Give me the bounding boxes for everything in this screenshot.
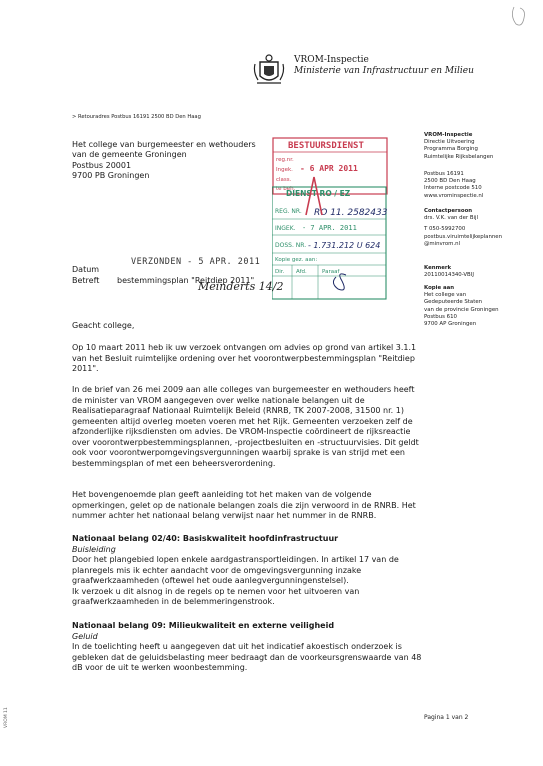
section-text: Door het plangebied lopen enkele aardgastransportleidingen. In artikel 17 van de planregels mis ik echter aandacht voor de omgevingsvergunning inzake graafwerkzaamheden (oftewel het oude aanlegvergunningenstelsel). xyxy=(72,555,399,585)
stamp-doss-handwritten: - 1.731.212 U 624 xyxy=(308,241,381,250)
stamp-tebeh: te beh. xyxy=(276,186,296,192)
contact-line: T 050-5992700 xyxy=(424,226,466,233)
kenmerk-title: Kenmerk xyxy=(424,265,452,271)
kopie-line: Gedeputeerde Staten xyxy=(424,299,483,306)
stamp-doss-label: DOSS. NR. xyxy=(275,242,307,249)
address-line: 9700 PB Groningen xyxy=(72,171,150,181)
sender-postal xyxy=(424,171,483,200)
paragraph: Op 10 maart 2011 heb ik uw verzoek ontvangen om advies op grond van artikel 3.1.1 van het Besluit ruimtelijke ordening over het voorontwerpbestemmingsplan "Reitdiep 2011". xyxy=(72,343,417,373)
section-title: Nationaal belang 09: Milieukwaliteit en externe veiligheid xyxy=(72,621,335,630)
contact-line: @minvrom.nl xyxy=(424,240,461,247)
stamp-col-paraaf: Paraaf xyxy=(322,269,340,275)
organization-name xyxy=(294,55,474,77)
section-subtitle: Geluid xyxy=(72,631,98,641)
kopie-title: Kopie aan xyxy=(424,285,455,291)
handwritten-mark-icon xyxy=(508,4,532,30)
stamp-reg-handwritten: RO 11. 2582433 xyxy=(314,208,388,218)
stamp-ingek2-date: - 7 APR. 2011 xyxy=(302,224,357,232)
ministry-name: Ministerie van Infrastructuur en Milieu xyxy=(294,66,474,76)
org-name-line: VROM-Inspectie xyxy=(294,55,369,65)
postal-line: Postbus 16191 xyxy=(424,171,464,177)
stamp-regnr: reg.nr. xyxy=(276,157,294,163)
postal-line: www.vrominspectie.nl xyxy=(424,192,484,199)
betreft-value: bestemmingsplan "Reitdiep 2011" xyxy=(117,276,255,285)
postal-line: 2500 BD Den Haag xyxy=(424,178,476,185)
section-text: In de toelichting heeft u aangegeven dat uit het indicatief akoestisch onderzoek is gebleken dat de geluidsbelasting meer bedraagt dan de voorkeursgrenswaarde van 48 dB voor de uit te werken woonbestemming. xyxy=(72,642,422,672)
section-2 xyxy=(72,621,422,674)
sent-stamp: VERZONDEN - 5 APR. 2011 xyxy=(131,257,261,267)
return-address: > Retouradres Postbus 16191 2500 BD Den Haag xyxy=(72,114,201,120)
datum-label: Datum xyxy=(72,265,100,274)
kopie-line: 9700 AP Groningen xyxy=(424,321,477,328)
kenmerk-value: 20110014340-VBIJ xyxy=(424,272,474,279)
kopie-line: Postbus 610 xyxy=(424,313,457,320)
paragraph: Het bovengenoemde plan geeft aanleiding tot het maken van de volgende opmerkingen, gelet op de nationale belangen zoals die zijn verwoord in de RNRB. Het nummer achter het nationaal belang verwijst naar het nummer in de RNRB. xyxy=(72,490,416,520)
contact-block xyxy=(424,208,502,248)
paragraph: In de brief van 26 mei 2009 aan alle colleges van burgemeester en wethouders heeft de minister van VROM aangegeven over welke nationale belangen uit de Realisatieparagraaf Nationaal Ruimtelijk Beleid (RNRB, TK 2007-2008, 31500 nr. 1) gemeenten altijd overleg moeten voeren met het Rijk. Gemeenten verzoeken zelf de afzonderlijke rijksdiensten om advies. De VROM-Inspectie coördineert de rijksreactie over voorontwerpbestemmingsplannen, -projectbesluiten en -structuurvisies. Dit geldt ook voor voorontwerpomgevingsvergunningen waarbij sprake is van strijd met een bestemmingsplan of met een beheersverordening. xyxy=(72,385,419,468)
section-1 xyxy=(72,534,422,608)
received-stamp xyxy=(272,137,388,301)
stamp-kopie-label: Kopie gez. aan: xyxy=(275,257,318,263)
stamp-ingek-label: Ingek. xyxy=(276,167,293,173)
stamp-ingek2-label: INGEK. xyxy=(275,225,296,232)
stamp-col-afd: Afd. xyxy=(296,269,307,275)
section-subtitle: Buisleiding xyxy=(72,544,116,554)
sender-title: VROM-Inspectie xyxy=(424,132,473,138)
sender-line: Directie Uitvoering xyxy=(424,139,475,146)
betreft-label: Betreft xyxy=(72,276,100,285)
handwritten-annotation: Meinderts 14/2 xyxy=(198,280,284,293)
coat-of-arms-icon xyxy=(252,52,286,88)
section-title: Nationaal belang 02/40: Basiskwaliteit hoofdinfrastructuur xyxy=(72,534,339,543)
stamp-reg-label: REG. NR. xyxy=(275,208,302,215)
section-text: Ik verzoek u dit alsnog in de regels op te nemen voor het uitvoeren van graafwerkzaamheden in de belemmeringenstrook. xyxy=(72,586,360,606)
stamp-inner-title: DIENST RO / EZ xyxy=(286,189,351,198)
kopie-block xyxy=(424,285,499,328)
kenmerk-block xyxy=(424,265,474,279)
page-number: Pagina 1 van 2 xyxy=(424,714,469,721)
recipient-address xyxy=(72,140,256,182)
kopie-line: Het college van xyxy=(424,292,467,299)
stamp-class: class. xyxy=(276,177,292,183)
salutation: Geacht college, xyxy=(72,321,135,330)
sender-block xyxy=(424,132,493,161)
sender-line: Ruimtelijke Rijksbelangen xyxy=(424,153,494,160)
contact-line: drs. V.K. van der Bijl xyxy=(424,215,479,222)
postal-line: Interne postcode 510 xyxy=(424,185,482,192)
kopie-line: van de provincie Groningen xyxy=(424,306,499,313)
address-line: Postbus 20001 xyxy=(72,160,132,170)
contact-line: postbus.viruimtelijkeplannen xyxy=(424,233,503,240)
stamp-col-dir: Dir. xyxy=(275,269,285,275)
sender-line: Programma Borging xyxy=(424,146,478,153)
stamp-title: BESTUURSDIENST xyxy=(288,141,364,151)
address-line: van de gemeente Groningen xyxy=(72,150,187,160)
contact-title: Contactpersoon xyxy=(424,208,473,214)
address-line: Het college van burgemeester en wethouders xyxy=(72,140,256,149)
paraaf-signature xyxy=(333,274,346,290)
side-code: VROM 11 xyxy=(4,707,9,728)
stamp-ingek-date: - 6 APR 2011 xyxy=(300,164,358,173)
